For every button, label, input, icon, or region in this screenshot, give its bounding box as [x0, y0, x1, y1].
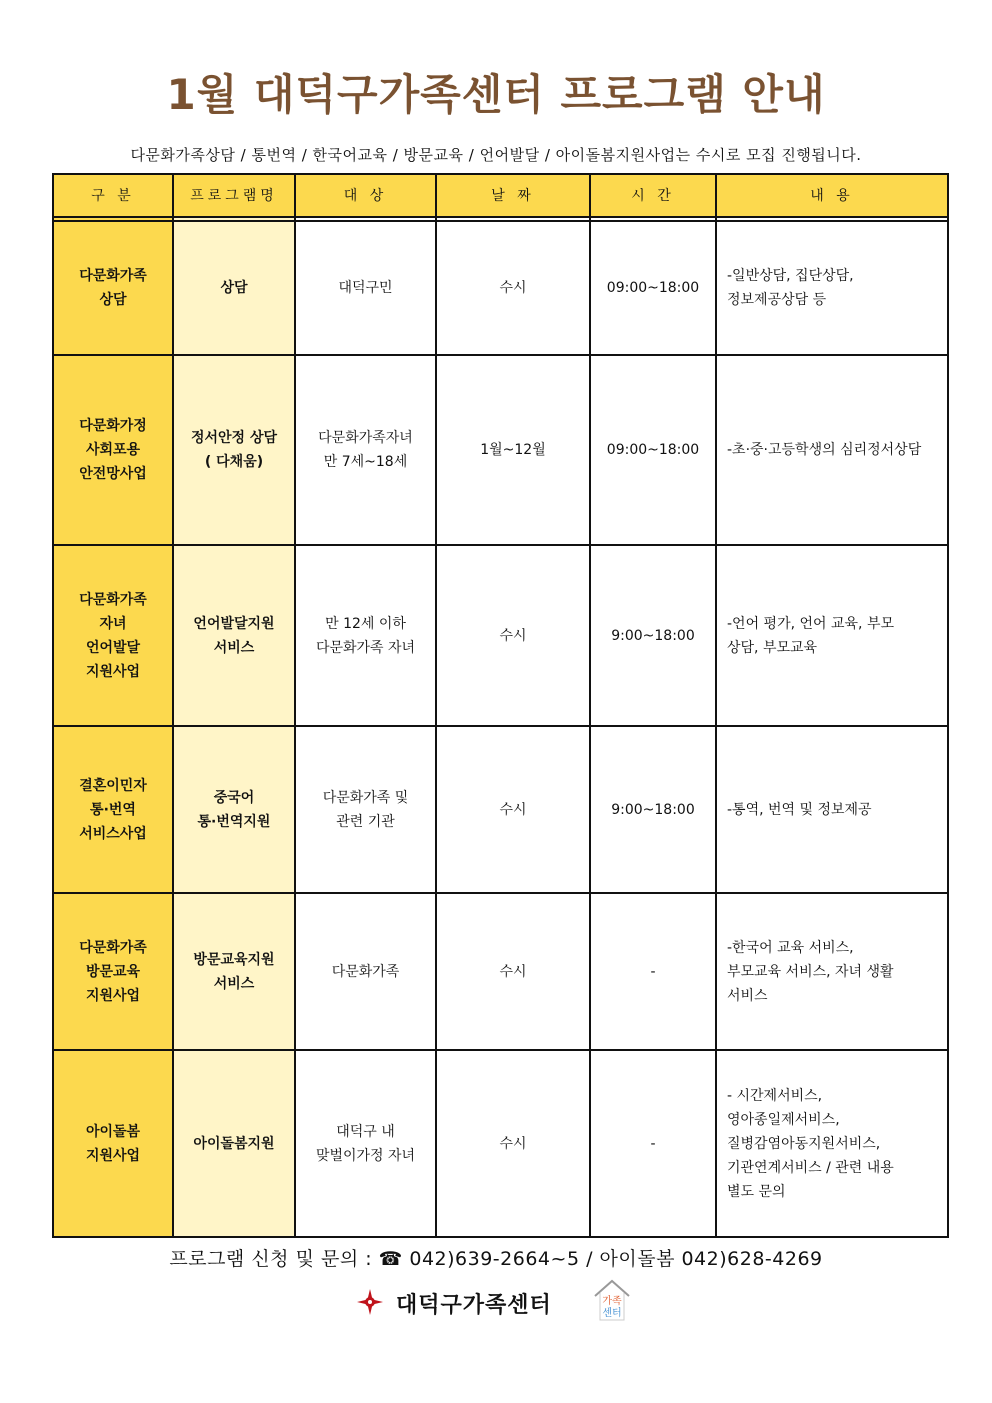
row-date: 수시 [436, 726, 590, 893]
row-content: - 시간제서비스, 영아종일제서비스, 질병감염아동지원서비스, 기관연계서비스 / 관련 내용 별도 문의 [716, 1050, 948, 1237]
row-content: -통역, 번역 및 정보제공 [716, 726, 948, 893]
program-table [52, 173, 949, 1238]
row-date: 수시 [436, 545, 590, 726]
row-time: - [590, 893, 716, 1050]
header-content: 내 용 [716, 174, 948, 217]
table-row [53, 1050, 948, 1237]
header-time: 시 간 [590, 174, 716, 217]
row-category: 다문화가족 자녀 언어발달 지원사업 [53, 545, 173, 726]
row-program: 정서안정 상담 ( 다채움) [173, 355, 295, 545]
row-content: -초·중·고등학생의 심리정서상담 [716, 355, 948, 545]
row-content: -한국어 교육 서비스, 부모교육 서비스, 자녀 생활 서비스 [716, 893, 948, 1050]
row-date: 1월~12월 [436, 355, 590, 545]
row-target: 다문화가족 및 관련 기관 [295, 726, 436, 893]
contact-info: 프로그램 신청 및 문의 : ☎ 042)639-2664~5 / 아이돌봄 042)628-4269 [169, 1248, 823, 1270]
row-target: 대덕구 내 맞벌이가정 자녀 [295, 1050, 436, 1237]
row-program: 언어발달지원 서비스 [173, 545, 295, 726]
house-text-top: 가족 [602, 1296, 622, 1307]
table-row [53, 221, 948, 355]
table-row [53, 893, 948, 1050]
org-name: 대덕구가족센터 [396, 1293, 552, 1318]
recruitment-notice: 다문화가족상담 / 통번역 / 한국어교육 / 방문교육 / 언어발달 / 아이돌봄지원사업는 수시로 모집 진행됩니다. [130, 146, 862, 164]
table-row [53, 355, 948, 545]
row-content: -언어 평가, 언어 교육, 부모 상담, 부모교육 [716, 545, 948, 726]
header-category: 구 분 [53, 174, 173, 217]
header-date: 날 짜 [436, 174, 590, 217]
row-date: 수시 [436, 1050, 590, 1237]
row-program: 방문교육지원 서비스 [173, 893, 295, 1050]
row-content: -일반상담, 집단상담, 정보제공상담 등 [716, 221, 948, 355]
row-category: 결혼이민자 통·번역 서비스사업 [53, 726, 173, 893]
header-target: 대 상 [295, 174, 436, 217]
row-time: 9:00~18:00 [590, 726, 716, 893]
row-program: 상담 [173, 221, 295, 355]
table-row [53, 545, 948, 726]
row-time: 09:00~18:00 [590, 221, 716, 355]
row-category: 다문화가족 방문교육 지원사업 [53, 893, 173, 1050]
house-logo-icon [592, 1278, 632, 1322]
row-date: 수시 [436, 221, 590, 355]
row-date: 수시 [436, 893, 590, 1050]
row-program: 중국어 통·번역지원 [173, 726, 295, 893]
row-time: - [590, 1050, 716, 1237]
cross-logo-icon [356, 1288, 384, 1316]
footer-logo [356, 1284, 656, 1324]
row-time: 9:00~18:00 [590, 545, 716, 726]
page-title: 1월 대덕구가족센터 프로그램 안내 [166, 70, 826, 119]
row-time: 09:00~18:00 [590, 355, 716, 545]
row-target: 다문화가족 [295, 893, 436, 1050]
table-row [53, 726, 948, 893]
table-header-row [53, 174, 948, 217]
row-target: 만 12세 이하 다문화가족 자녀 [295, 545, 436, 726]
row-program: 아이돌봄지원 [173, 1050, 295, 1237]
row-category: 다문화가족 상담 [53, 221, 173, 355]
row-target: 대덕구민 [295, 221, 436, 355]
header-program: 프로그램명 [173, 174, 295, 217]
row-category: 아이돌봄 지원사업 [53, 1050, 173, 1237]
row-category: 다문화가정 사회포용 안전망사업 [53, 355, 173, 545]
house-text-bottom: 센터 [602, 1308, 622, 1319]
row-target: 다문화가족자녀 만 7세~18세 [295, 355, 436, 545]
